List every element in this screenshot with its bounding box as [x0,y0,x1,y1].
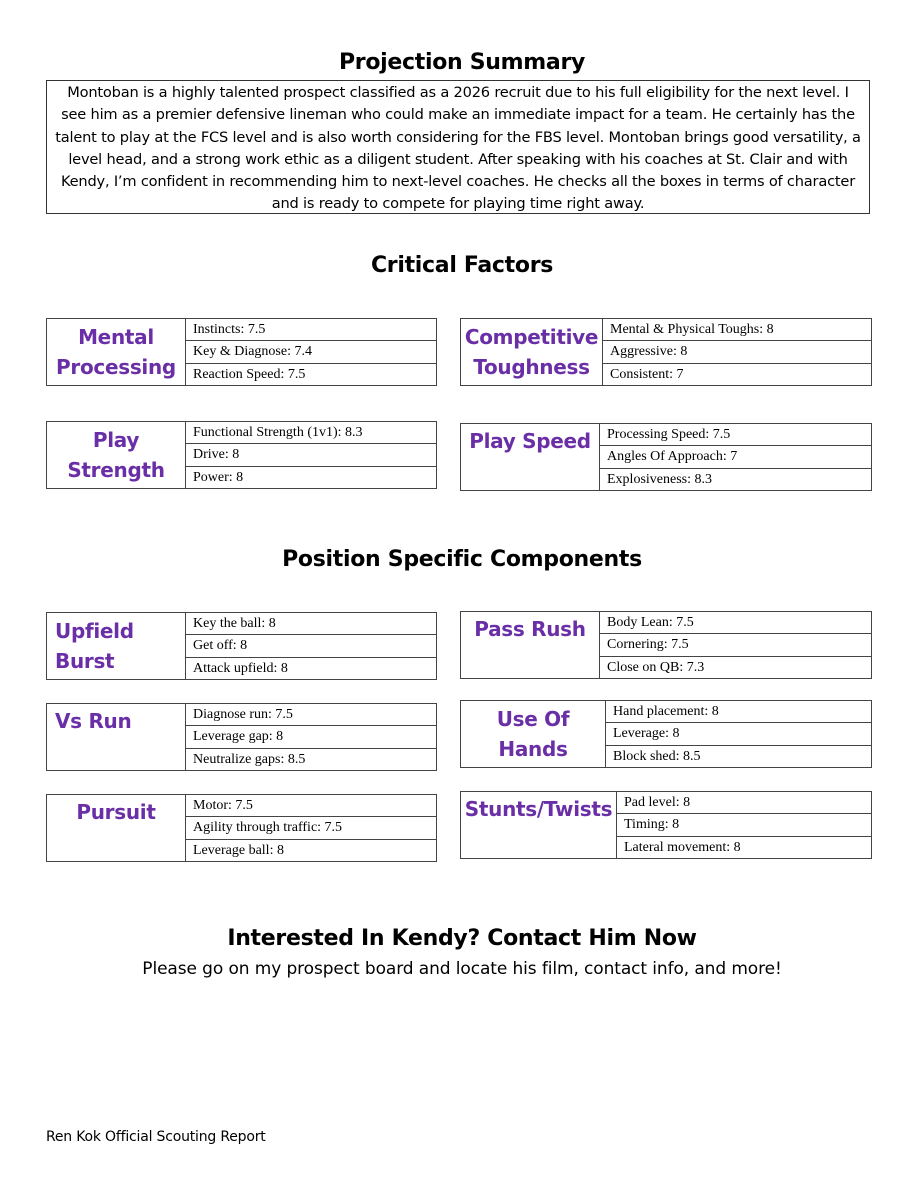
rating-row: Pad level: 8 [617,792,871,814]
rating-row: Key the ball: 8 [186,613,436,635]
card-upfield-burst [46,612,437,680]
rating-row: Processing Speed: 7.5 [600,424,871,446]
rating-row: Leverage gap: 8 [186,726,436,748]
rating-row: Consistent: 7 [610,366,684,382]
card-pursuit [46,794,437,862]
card-title: Upfield Burst [55,619,134,673]
rating-row: Diagnose run: 7.5 [186,704,436,726]
contact-heading: Interested In Kendy? Contact Him Now [227,926,697,951]
rating-row: Leverage: 8 [606,723,871,745]
rating-row: Timing: 8 [617,814,871,836]
rating-row: Motor: 7.5 [186,795,436,817]
critical-factors-heading: Critical Factors [370,253,554,278]
card-play-strength [46,421,437,489]
rating-row: Block shed: 8.5 [613,748,701,764]
card-title: Stunts/Twists [464,797,613,821]
rating-row: Agility through traffic: 7.5 [186,817,436,839]
card-use-of-hands [460,700,872,768]
card-title: Pass Rush [474,617,586,641]
card-title: Pursuit [76,800,156,824]
rating-row: Lateral movement: 8 [624,839,741,855]
position-components-heading: Position Specific Components [282,547,642,572]
rating-row: Attack upfield: 8 [193,660,288,676]
card-play-speed [460,423,872,491]
card-mental-processing [46,318,437,386]
card-title: Play Speed [469,429,591,453]
rating-row: Body Lean: 7.5 [600,612,871,634]
contact-text: Please go on my prospect board and locate his film, contact info, and more! [142,959,782,979]
card-competitive-toughness [460,318,872,386]
projection-summary-text: Montoban is a highly talented prospect classified as a 2026 recruit due to his full eligibility for the next level. I see him as a premier defensive lineman who could make an immediate impact for a team. He certainly has the talent to play at the FCS level and is also worth considering for the FBS level. Montoban brings good versatility, a level head, and a strong work ethic as a diligent student. After speaking with his coaches at St. Clair and with Kendy, I’m confident in recommending him to next-level coaches. He checks all the boxes in terms of character and is ready to compete for playing time right away. [46,80,870,214]
rating-row: Instincts: 7.5 [186,319,436,341]
rating-row: Mental & Physical Toughs: 8 [603,319,871,341]
rating-row: Get off: 8 [186,635,436,657]
rating-row: Cornering: 7.5 [600,634,871,656]
card-title: Vs Run [55,709,132,733]
card-vs-run [46,703,437,771]
card-title: Competitive Toughness [464,325,599,379]
card-title: Mental Processing [56,325,176,379]
card-title: Use Of Hands [496,707,570,761]
rating-row: Reaction Speed: 7.5 [193,366,306,382]
rating-row: Neutralize gaps: 8.5 [193,751,306,767]
rating-row: Power: 8 [193,469,244,485]
rating-row: Leverage ball: 8 [193,842,284,858]
footer-text: Ren Kok Official Scouting Report [46,1129,266,1145]
rating-row: Hand placement: 8 [606,701,871,723]
rating-row: Key & Diagnose: 7.4 [186,341,436,363]
projection-summary-heading: Projection Summary [338,50,586,75]
card-stunts-twists [460,791,872,859]
rating-row: Angles Of Approach: 7 [600,446,871,468]
rating-row: Close on QB: 7.3 [607,659,705,675]
rating-row: Drive: 8 [186,444,436,466]
rating-row: Explosiveness: 8.3 [607,471,712,487]
card-pass-rush [460,611,872,679]
rating-row: Functional Strength (1v1): 8.3 [186,422,436,444]
rating-row: Aggressive: 8 [603,341,871,363]
card-title: Play Strength [67,428,165,482]
